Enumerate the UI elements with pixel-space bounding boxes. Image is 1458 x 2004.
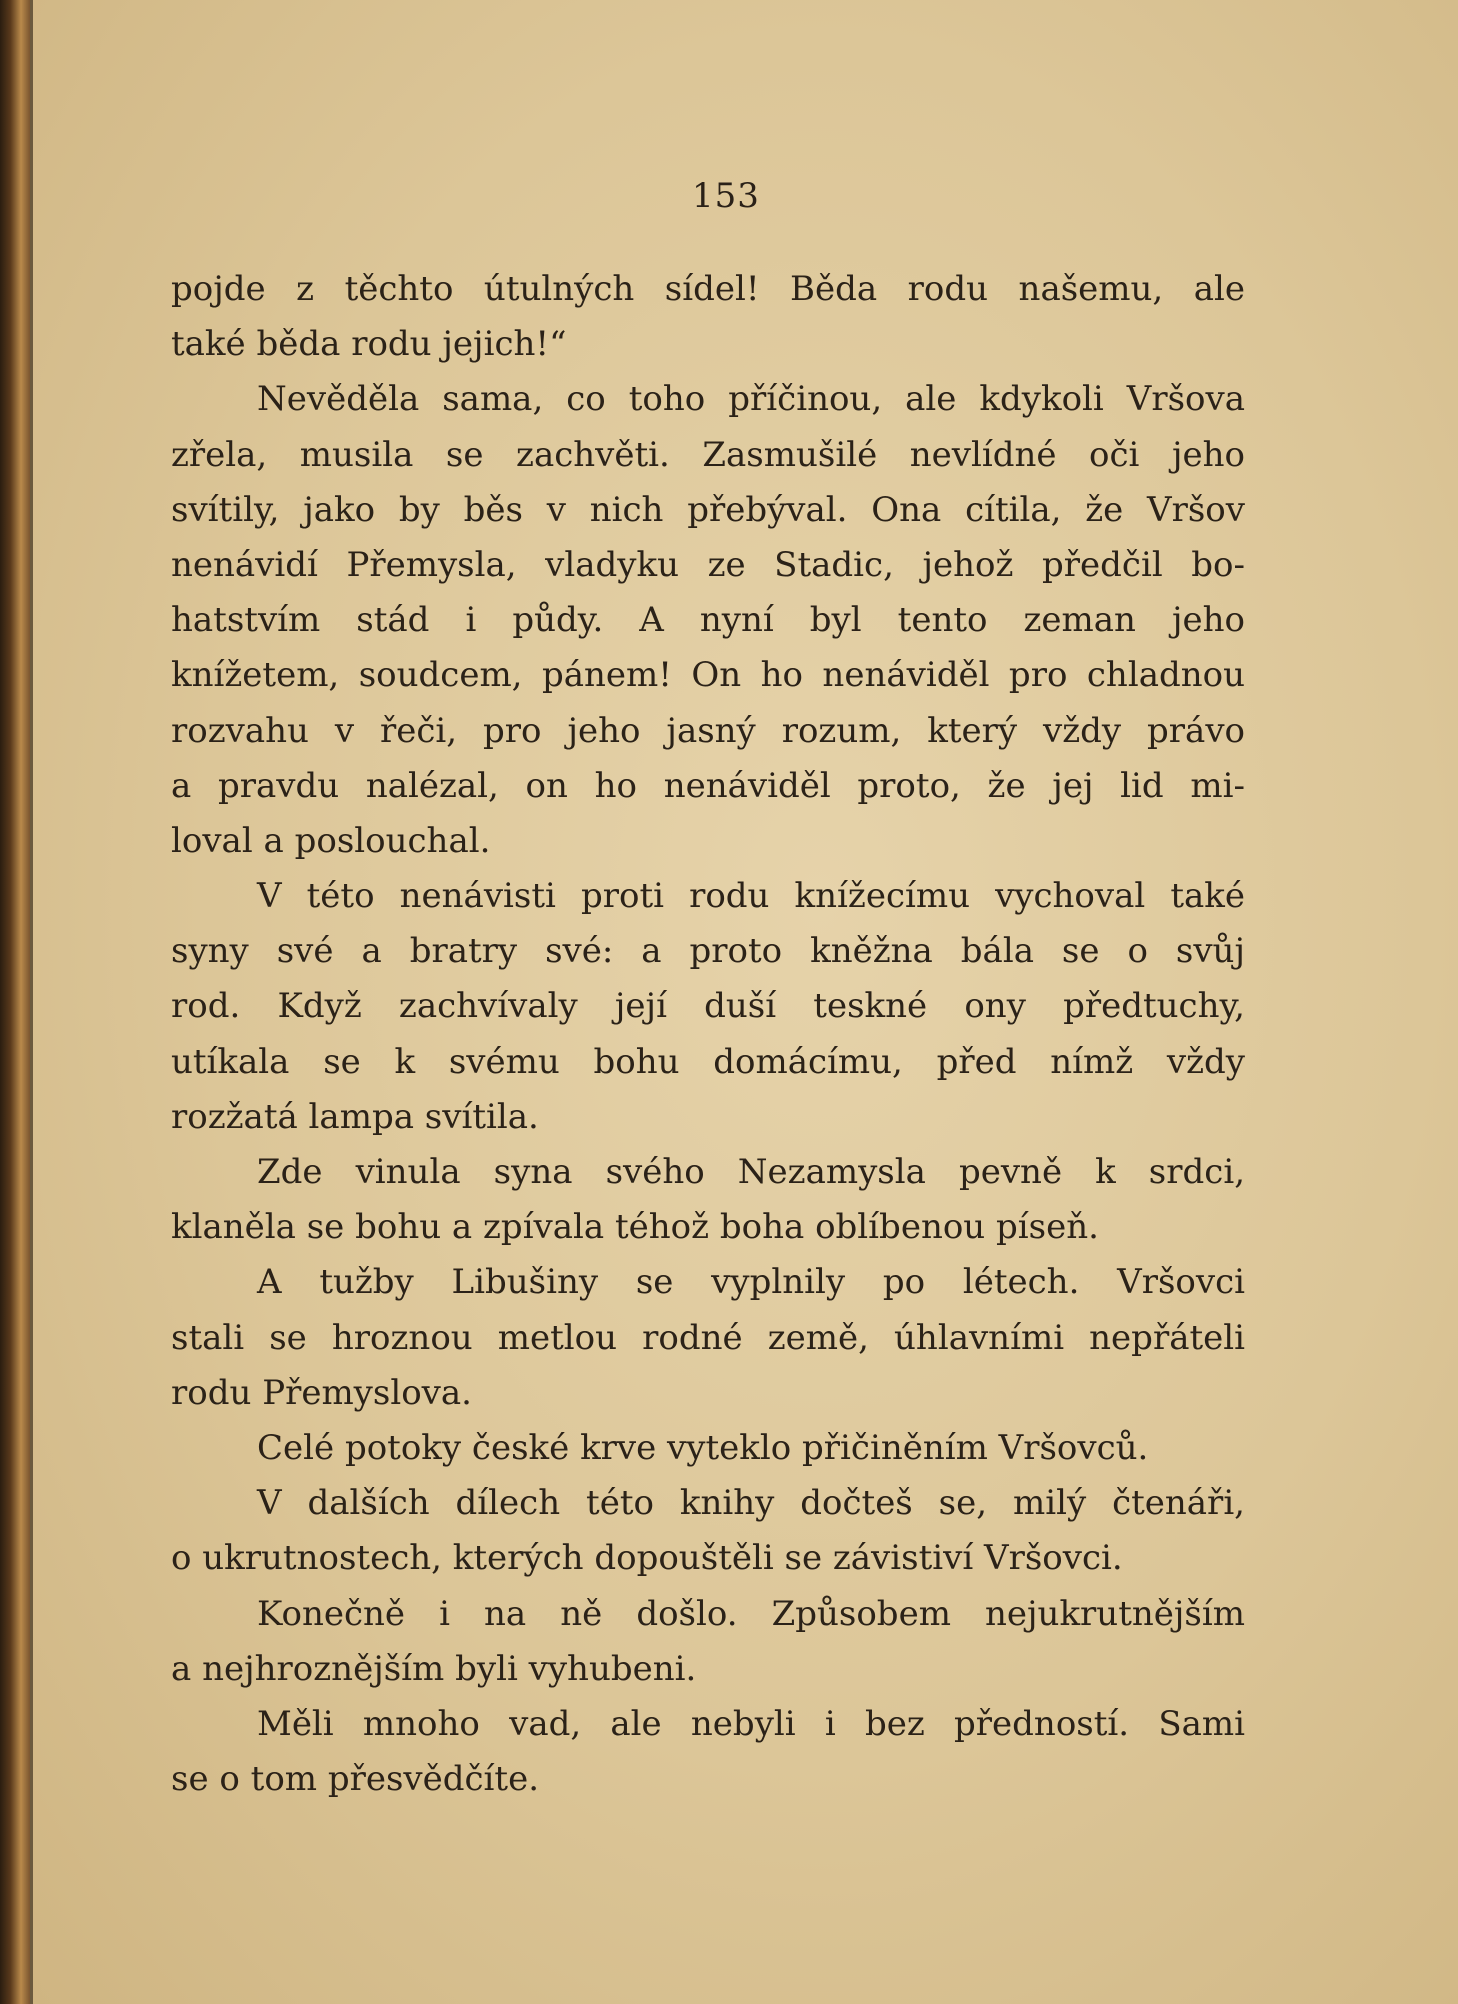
body-text: [171, 262, 1245, 1807]
text-line: rodu Přemyslova.: [171, 1372, 472, 1413]
text-line: syny své a bratry své: a proto kněžna bála se o svůj: [171, 931, 1245, 972]
text-line: Nevěděla sama, co toho příčinou, ale kdykoli Vršova: [257, 379, 1245, 420]
text-line: se o tom přesvědčíte.: [171, 1759, 540, 1800]
text-line: klaněla se bohu a zpívala téhož boha oblíbenou píseň.: [171, 1207, 1099, 1248]
text-line: utíkala se k svému bohu domácímu, před nímž vždy: [171, 1041, 1245, 1082]
text-line: zřela, musila se zachvěti. Zasmušilé nevlídné oči jeho: [171, 434, 1245, 475]
text-line: o ukrutnostech, kterých dopouštěli se závistiví Vršovci.: [171, 1538, 1123, 1579]
text-line: hatstvím stád i půdy. A nyní byl tento zeman jeho: [171, 600, 1245, 641]
text-line: stali se hroznou metlou rodné země, úhlavními nepřáteli: [171, 1317, 1245, 1358]
text-line: pojde z těchto útulných sídel! Běda rodu našemu, ale: [171, 269, 1245, 309]
text-line: Měli mnoho vad, ale nebyli i bez předností. Sami: [257, 1703, 1245, 1744]
text-line: V této nenávisti proti rodu knížecímu vychoval také: [257, 876, 1245, 917]
page-number: 153: [692, 176, 760, 216]
book-edge: [0, 0, 30, 2004]
text-line: loval a poslouchal.: [171, 820, 491, 861]
text-line: Celé potoky české krve vyteklo přičiněním Vršovců.: [257, 1427, 1149, 1468]
text-line: knížetem, soudcem, pánem! On ho nenáviděl pro chladnou: [171, 655, 1245, 696]
book-page: [30, 0, 1458, 2004]
text-line: svítily, jako by běs v nich přebýval. Ona cítila, že Vršov: [171, 489, 1245, 530]
text-line: rod. Když zachvívaly její duší teskné ony předtuchy,: [171, 986, 1245, 1027]
text-line: A tužby Libušiny se vyplnily po létech. Vršovci: [257, 1262, 1245, 1303]
text-line: rozvahu v řeči, pro jeho jasný rozum, který vždy právo: [171, 710, 1245, 751]
text-line: nenávidí Přemysla, vladyku ze Stadic, jehož předčil bo-: [171, 544, 1245, 585]
text-line: a pravdu nalézal, on ho nenáviděl proto, že jej lid mi-: [171, 765, 1245, 806]
text-line: Konečně i na ně došlo. Způsobem nejukrutnějším: [257, 1593, 1245, 1634]
text-line: rozžatá lampa svítila.: [171, 1096, 539, 1137]
text-line: také běda rodu jejich!“: [171, 324, 567, 365]
text-line: Zde vinula syna svého Nezamysla pevně k srdci,: [257, 1152, 1245, 1192]
text-line: V dalších dílech této knihy dočteš se, milý čtenáři,: [257, 1483, 1245, 1524]
text-line: a nejhroznějším byli vyhubeni.: [171, 1648, 697, 1689]
